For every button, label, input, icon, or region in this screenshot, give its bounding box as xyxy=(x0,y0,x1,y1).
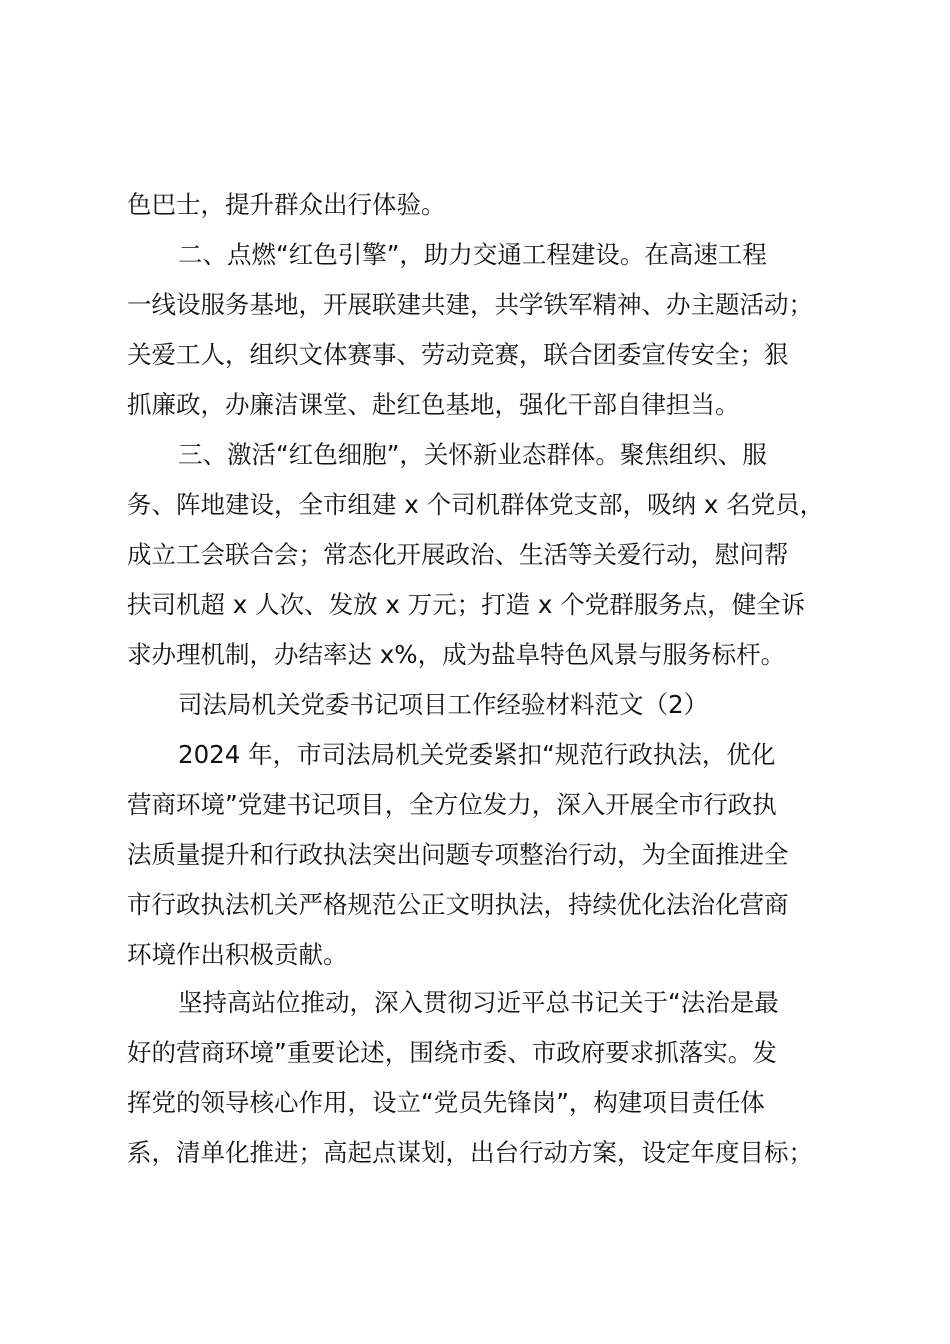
paragraph-line: 2024 年，市司法局机关党委紧扣“规范行政执法，优化 xyxy=(178,740,776,769)
paragraph-line: 扶司机超 x 人次、发放 x 万元；打造 x 个党群服务点，健全诉 xyxy=(127,590,806,619)
paragraph-line: 系，清单化推进；高起点谋划，出台行动方案，设定年度目标； xyxy=(127,1138,813,1167)
section-heading: 司法局机关党委书记项目工作经验材料范文（2） xyxy=(178,690,709,719)
paragraph-line: 关爱工人，组织文体赛事、劳动竞赛，联合团委宣传安全；狠 xyxy=(127,340,789,369)
paragraph-line: 好的营商环境”重要论述，围绕市委、市政府要求抓落实。发 xyxy=(127,1038,777,1067)
paragraph-line: 求办理机制，办结率达 x%，成为盐阜特色风景与服务标杆。 xyxy=(127,640,786,669)
paragraph-line: 营商环境”党建书记项目，全方位发力，深入开展全市行政执 xyxy=(127,790,777,819)
paragraph-line: 务、阵地建设，全市组建 x 个司机群体党支部，吸纳 x 名党员， xyxy=(127,490,825,519)
paragraph-line: 环境作出积极贡献。 xyxy=(127,940,348,969)
paragraph-line: 色巴士，提升群众出行体验。 xyxy=(127,190,446,219)
paragraph-line: 坚持高站位推动，深入贯彻习近平总书记关于“法治是最 xyxy=(178,988,779,1017)
paragraph-line: 法质量提升和行政执法突出问题专项整治行动，为全面推进全 xyxy=(127,840,789,869)
paragraph-line: 抓廉政，办廉洁课堂、赴红色基地，强化干部自律担当。 xyxy=(127,390,740,419)
paragraph-line: 挥党的领导核心作用，设立“党员先锋岗”，构建项目责任体 xyxy=(127,1088,765,1117)
paragraph-line: 市行政执法机关严格规范公正文明执法，持续优化法治化营商 xyxy=(127,890,789,919)
paragraph-line: 成立工会联合会；常态化开展政治、生活等关爱行动，慰问帮 xyxy=(127,540,789,569)
paragraph-line: 一线设服务基地，开展联建共建，共学铁军精神、办主题活动； xyxy=(127,290,813,319)
paragraph-line: 三、激活“红色细胞”，关怀新业态群体。聚焦组织、服 xyxy=(178,440,767,469)
paragraph-line: 二、点燃“红色引擎”，助力交通工程建设。在高速工程 xyxy=(178,240,767,269)
